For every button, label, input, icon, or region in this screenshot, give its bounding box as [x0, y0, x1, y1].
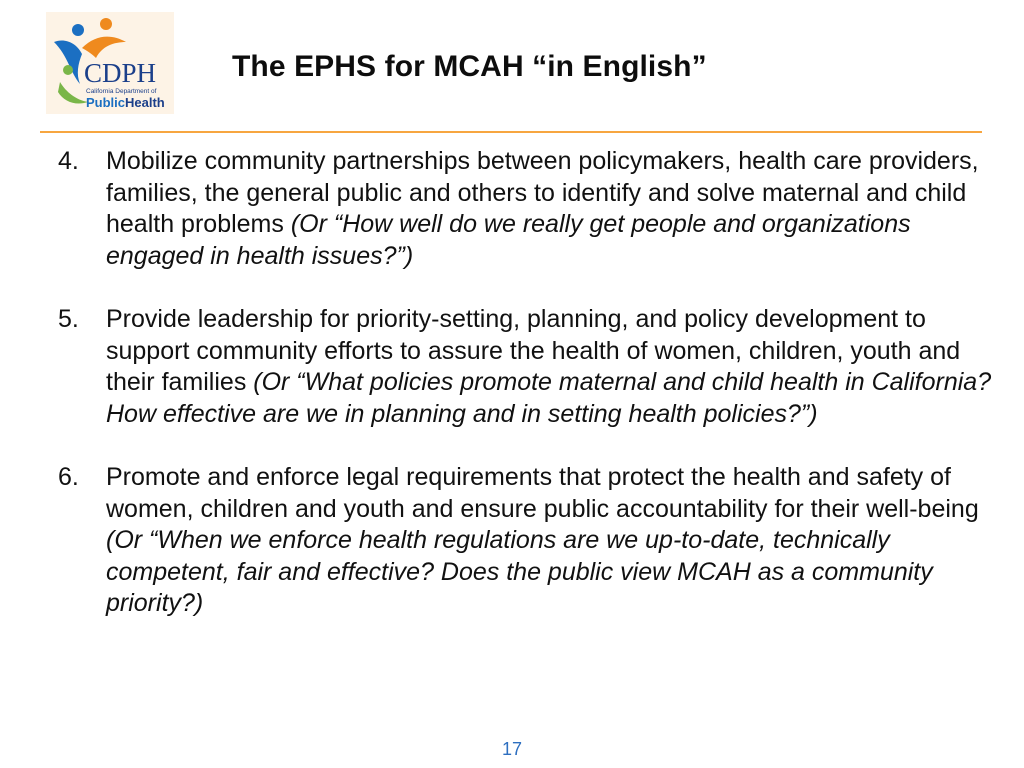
- logo-health: Health: [125, 95, 165, 110]
- item-number: 6.: [58, 463, 79, 491]
- cdph-logo-icon: [46, 12, 174, 114]
- ephs-list: [58, 146, 998, 620]
- cdph-logo: [46, 12, 174, 114]
- item-text: Provide leadership for priority-setting, planning, and policy development to support community efforts to assure the health of women, children, youth and their families: [106, 305, 961, 396]
- list-item: [58, 462, 998, 620]
- item-text: Mobilize community partnerships between policymakers, health care providers, families, the general public and others to identify and solve maternal and child health problems: [106, 147, 979, 238]
- logo-wordmark: [86, 95, 165, 110]
- slide-title: The EPHS for MCAH “in English”: [232, 50, 707, 83]
- logo-public: Public: [86, 95, 126, 110]
- item-aside: (Or “How well do we really get people and organizations engaged in health issues?”): [106, 210, 911, 270]
- logo-green-head: [63, 65, 73, 75]
- list-item: [58, 146, 998, 272]
- logo-abbr: CDPH: [84, 58, 157, 88]
- item-text: Promote and enforce legal requirements that protect the health and safety of women, children and youth and ensure public accountability for their well-being: [106, 463, 979, 523]
- title-divider: [40, 131, 982, 133]
- item-number: 4.: [58, 147, 79, 175]
- logo-orange-head: [100, 18, 112, 30]
- list-item: [58, 304, 998, 430]
- item-number: 5.: [58, 305, 79, 333]
- logo-blue-head: [72, 24, 84, 36]
- logo-line1: California Department of: [86, 88, 157, 95]
- page-number: 17: [501, 739, 523, 759]
- item-aside: (Or “What policies promote maternal and child health in California? How effective are we in planning and in setting health policies?”): [106, 368, 992, 428]
- item-aside: (Or “When we enforce health regulations are we up-to-date, technically competent, fair and effective? Does the public view MCAH as a community priority?): [106, 526, 933, 617]
